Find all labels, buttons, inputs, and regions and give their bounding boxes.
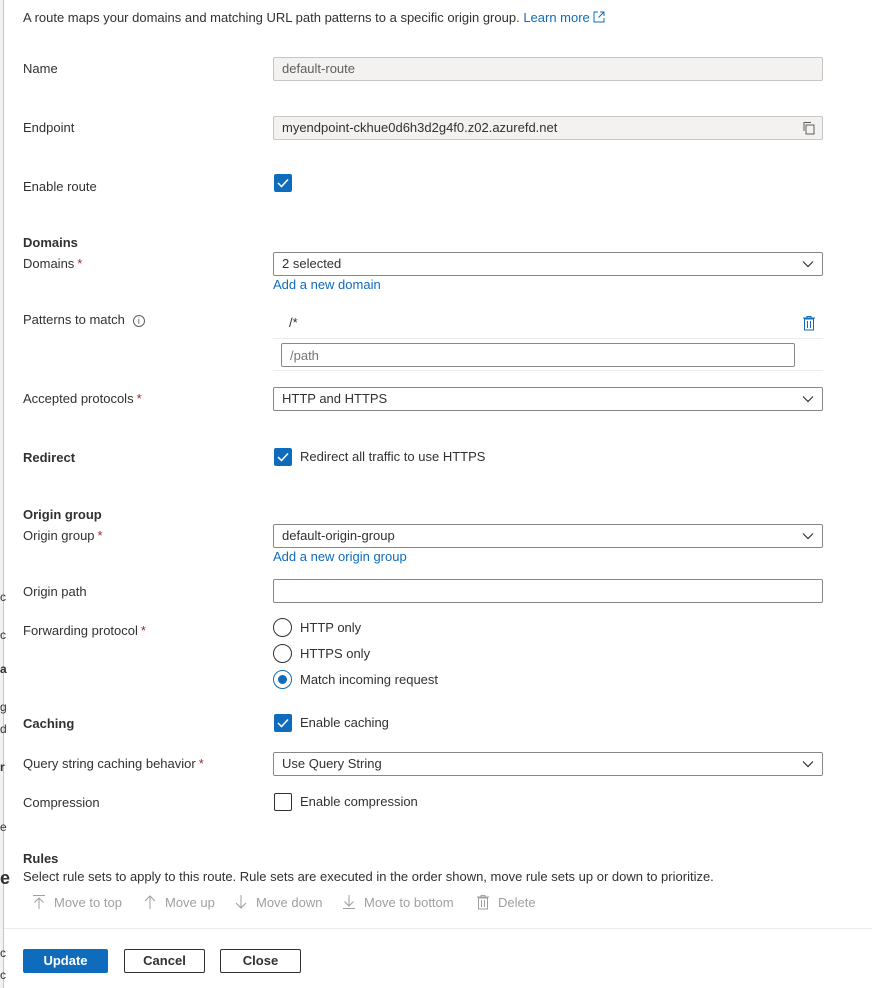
domains-label	[23, 256, 82, 271]
move-to-bottom-label: Move to bottom	[364, 894, 454, 910]
endpoint-field	[273, 116, 823, 140]
redirect-checkbox[interactable]	[274, 448, 292, 466]
forwarding-option-label: HTTP only	[300, 620, 362, 635]
required-marker: *	[97, 528, 103, 543]
divider	[273, 370, 823, 371]
protocols-label-text: Accepted protocols	[23, 391, 134, 406]
endpoint-value: myendpoint-ckhue0d6h3d2g4f0.z02.azurefd.net	[282, 120, 558, 135]
caching-label: Caching	[23, 716, 75, 731]
edge-char: e	[0, 868, 11, 888]
origin-path-label: Origin path	[23, 584, 87, 599]
edge-char: e	[0, 820, 7, 834]
origin-group-label	[23, 528, 103, 543]
move-to-bottom-button[interactable]	[342, 894, 454, 910]
chevron-down-icon	[802, 531, 814, 541]
name-label: Name	[23, 61, 58, 76]
forwarding-radio-https[interactable]	[273, 644, 292, 663]
name-value: default-route	[282, 61, 355, 76]
origin-group-value: default-origin-group	[282, 528, 395, 543]
edge-char: c	[0, 968, 6, 982]
copy-icon[interactable]	[802, 121, 816, 135]
delete-pattern-icon[interactable]	[802, 315, 816, 331]
domains-value: 2 selected	[282, 256, 342, 271]
external-link-icon	[593, 11, 605, 23]
redirect-checkbox-label: Redirect all traffic to use HTTPS	[300, 449, 486, 464]
endpoint-label: Endpoint	[23, 120, 75, 135]
divider	[273, 338, 823, 339]
origin-group-section-heading: Origin group	[23, 507, 102, 522]
required-marker: *	[77, 256, 83, 271]
trash-icon	[476, 894, 490, 910]
forwarding-radio-http[interactable]	[273, 618, 292, 637]
update-button[interactable]: Update	[23, 949, 108, 973]
checkmark-icon	[277, 178, 289, 188]
origin-path-input[interactable]	[273, 579, 823, 603]
checkmark-icon	[277, 718, 289, 728]
enable-compression-label: Enable compression	[300, 794, 418, 809]
patterns-label-text: Patterns to match	[23, 312, 125, 327]
move-down-button[interactable]	[234, 894, 322, 910]
redirect-label: Redirect	[23, 450, 76, 465]
edge-char: a	[0, 662, 7, 676]
enable-compression-checkbox[interactable]	[274, 793, 292, 811]
add-domain-link[interactable]: Add a new domain	[273, 277, 381, 292]
chevron-down-icon	[802, 394, 814, 404]
arrow-down-icon	[234, 894, 248, 910]
query-string-label	[23, 756, 204, 771]
forwarding-option-label: HTTPS only	[300, 646, 371, 661]
enable-caching-checkbox[interactable]	[274, 714, 292, 732]
intro-description: A route maps your domains and matching URL path patterns to a specific origin group.	[23, 10, 520, 25]
domains-label-text: Domains	[23, 256, 75, 271]
forwarding-radio-match[interactable]	[273, 670, 292, 689]
protocols-value: HTTP and HTTPS	[282, 391, 388, 406]
move-to-top-label: Move to top	[54, 894, 122, 910]
info-icon[interactable]: i	[133, 315, 145, 327]
pattern-item: /*	[289, 315, 298, 330]
edge-char: c	[0, 946, 6, 960]
required-marker: *	[198, 756, 204, 771]
edge-char: c	[0, 590, 6, 604]
edge-char: r	[0, 760, 5, 774]
patterns-label	[23, 312, 145, 327]
chevron-down-icon	[802, 259, 814, 269]
close-button[interactable]: Close	[220, 949, 301, 973]
enable-caching-label: Enable caching	[300, 715, 389, 730]
domains-dropdown[interactable]	[273, 252, 823, 276]
enable-route-label: Enable route	[23, 179, 97, 194]
move-to-top-button[interactable]	[32, 894, 122, 910]
query-string-dropdown[interactable]	[273, 752, 823, 776]
query-string-value: Use Query String	[282, 756, 382, 771]
move-to-bottom-icon	[342, 894, 356, 910]
rules-section-heading: Rules	[23, 851, 59, 866]
required-marker: *	[140, 623, 146, 638]
compression-label: Compression	[23, 795, 100, 810]
arrow-up-icon	[143, 894, 157, 910]
pattern-input[interactable]	[281, 343, 795, 367]
required-marker: *	[136, 391, 142, 406]
learn-more-link[interactable]	[523, 10, 604, 25]
protocols-dropdown[interactable]	[273, 387, 823, 411]
move-up-button[interactable]	[143, 894, 215, 910]
name-field	[273, 57, 823, 81]
move-up-label: Move up	[165, 894, 215, 910]
cancel-button[interactable]: Cancel	[124, 949, 205, 973]
protocols-label	[23, 391, 142, 406]
forwarding-label-text: Forwarding protocol	[23, 623, 138, 638]
learn-more-label: Learn more	[523, 10, 590, 25]
chevron-down-icon	[802, 759, 814, 769]
add-origin-group-link[interactable]: Add a new origin group	[273, 549, 407, 564]
checkmark-icon	[277, 452, 289, 462]
footer-divider	[4, 928, 872, 929]
intro-text	[23, 10, 605, 25]
edge-char: c	[0, 628, 6, 642]
left-panel-edge	[0, 0, 11, 988]
edge-char: g	[0, 700, 7, 714]
move-down-label: Move down	[256, 894, 323, 910]
origin-group-label-text: Origin group	[23, 528, 95, 543]
move-to-top-icon	[32, 894, 46, 910]
origin-group-dropdown[interactable]	[273, 524, 823, 548]
domains-section-heading: Domains	[23, 235, 78, 250]
forwarding-label	[23, 623, 146, 638]
enable-route-checkbox[interactable]	[274, 174, 292, 192]
forwarding-option-label: Match incoming request	[300, 672, 439, 687]
delete-rule-button[interactable]	[476, 894, 536, 910]
edge-char: d	[0, 722, 7, 736]
delete-rule-label: Delete	[498, 894, 536, 910]
rules-description: Select rule sets to apply to this route. Rule sets are executed in the order shown, move rule sets up or down to prioritize.	[23, 869, 714, 884]
query-string-label-text: Query string caching behavior	[23, 756, 196, 771]
